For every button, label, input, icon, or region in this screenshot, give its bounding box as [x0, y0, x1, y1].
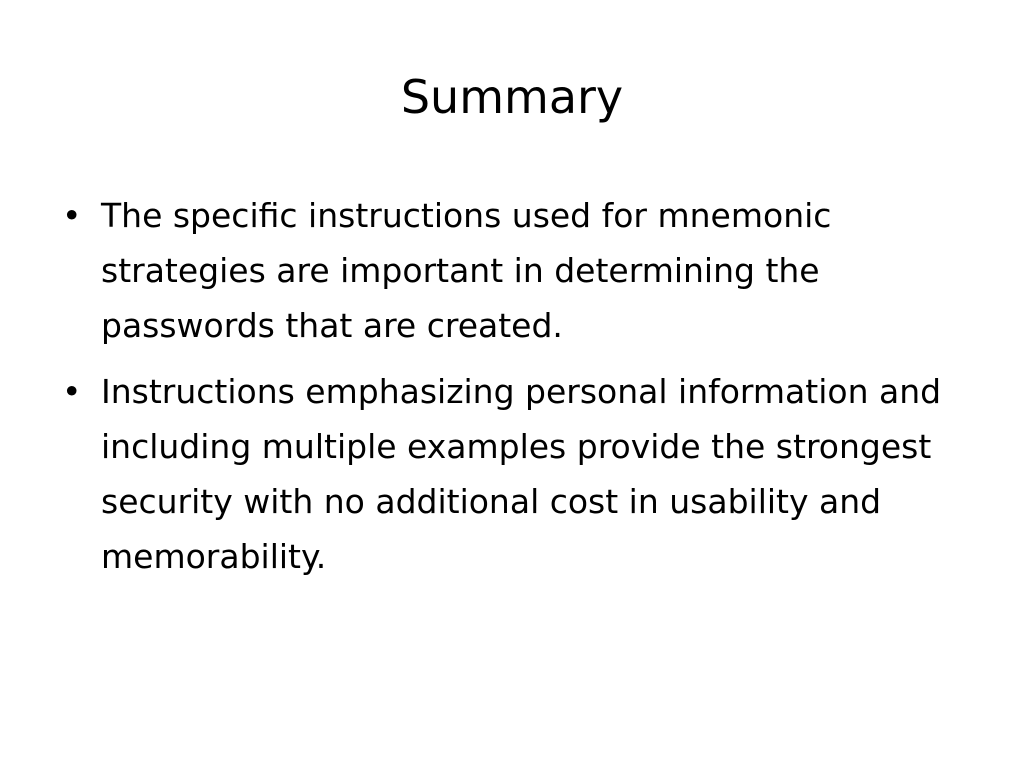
bullet-item — [60, 188, 980, 353]
slide-title: Summary — [400, 70, 624, 124]
bullet-text: Instructions emphasizing personal information and including multiple examples provide the strongest security with no additional cost in usability and memorability. — [101, 372, 942, 576]
bullet-icon: • — [62, 372, 82, 411]
bullet-text: The specific instructions used for mnemonic strategies are important in determining the passwords that are created. — [101, 196, 832, 345]
bullet-item — [60, 364, 980, 584]
bullet-icon: • — [62, 196, 82, 235]
bullet-list — [60, 188, 980, 595]
